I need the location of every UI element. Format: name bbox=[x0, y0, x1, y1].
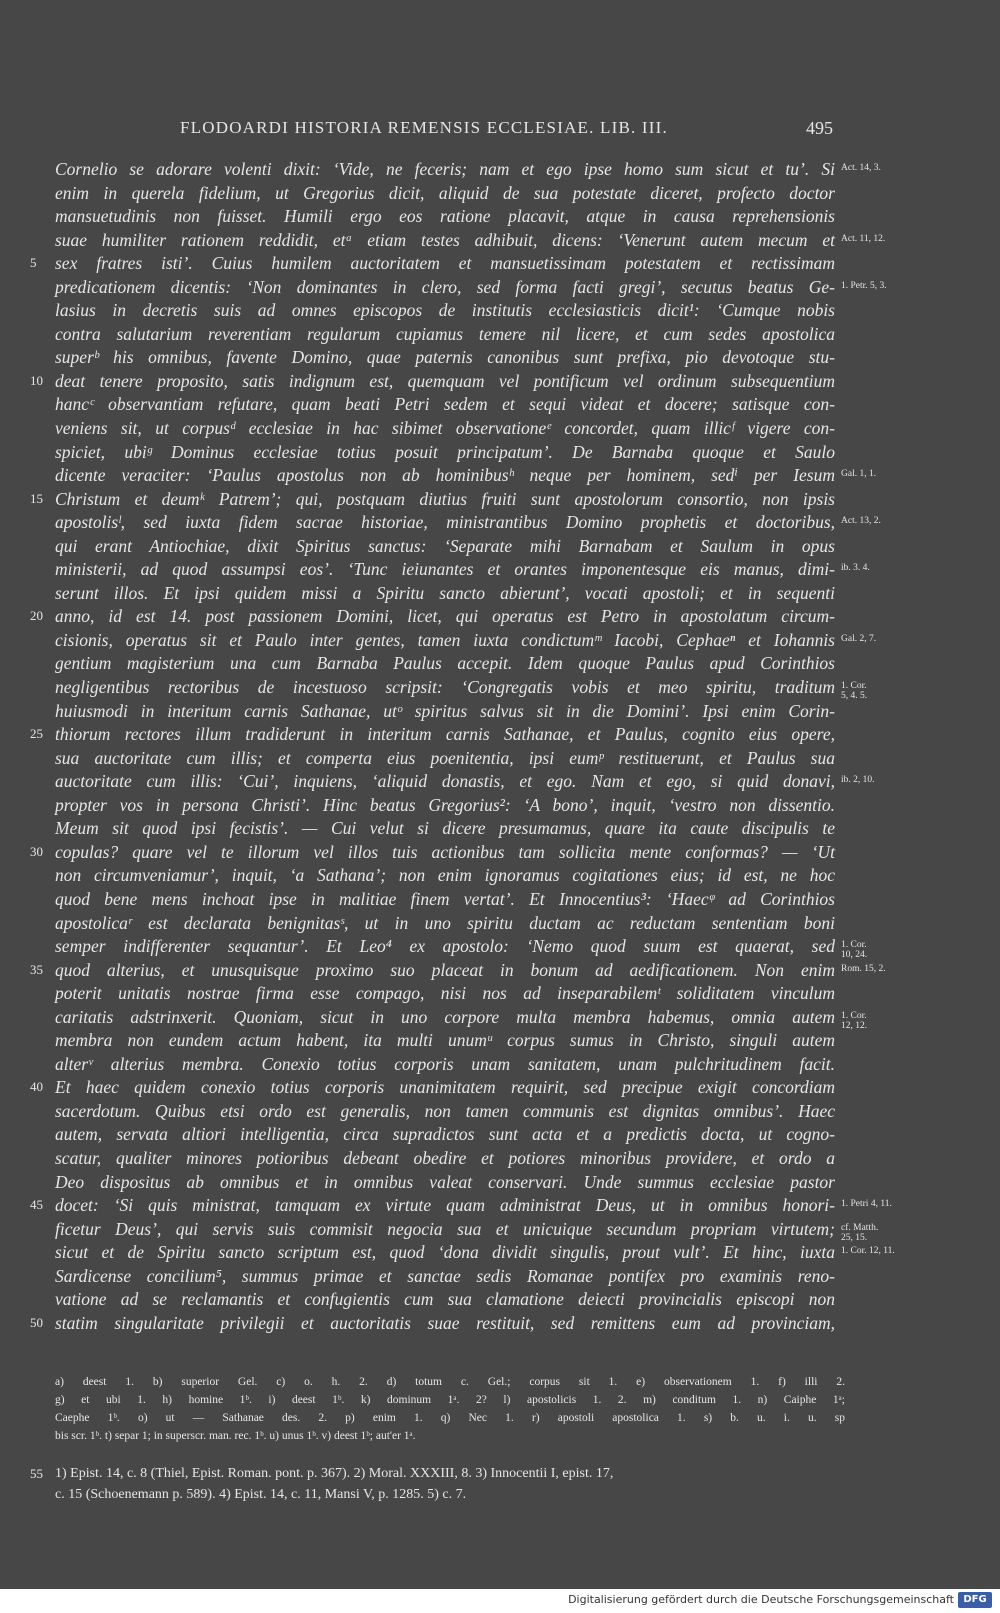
line-text: quod bene mens inchoat ipse in malitiae finem vertat’. Et Innocentius³: ‘Haecᵠ ad Corinthios bbox=[55, 888, 835, 909]
line-text: serunt illos. Et ipsi quidem missi a Spiritu sancto abierunt’, vocati apostoli; et in sequenti bbox=[55, 582, 835, 603]
main-text bbox=[0, 158, 1000, 1335]
line-text: contra salutarium reverentiam regularum cupiamus temere nil licere, et cum sedes apostolica bbox=[55, 323, 835, 344]
text-line bbox=[0, 252, 1000, 276]
text-line bbox=[0, 982, 1000, 1006]
line-text: cisionis, operatus sit et Paulo inter gentes, tamen iuxta condictumᵐ Iacobi, Cephaeⁿ et Iohannis bbox=[55, 629, 835, 650]
text-line bbox=[0, 817, 1000, 841]
apparatus-line: Caephe 1ᵇ. o) ut — Sathanae des. 2. p) enim 1. q) Nec 1. r) apostoli apostolica 1. s) b. u. i. u. sp bbox=[55, 1412, 845, 1424]
text-line bbox=[0, 229, 1000, 253]
text-line bbox=[0, 299, 1000, 323]
line-text: vatione ad se reclamantis et confugientis cum sua clamatione deiecti provincialis episcopi non bbox=[55, 1289, 835, 1310]
page-number: 495 bbox=[806, 118, 833, 138]
text-line bbox=[0, 723, 1000, 747]
line-text: Et haec quidem conexio totius corporis unanimitatem requirit, sed precipue exigit concordiam bbox=[55, 1077, 835, 1098]
source-footnotes bbox=[0, 1463, 1000, 1505]
line-text: sex fratres isti’. Cuius humilem auctoritatem et mansuetissimam potestatem et rectissimam bbox=[55, 253, 835, 274]
line-number: 15 bbox=[30, 490, 43, 506]
line-text: Christum et deumᵏ Patrem’; qui, postquam diutius fruiti sunt apostolorum consortio, non ipsis bbox=[55, 488, 835, 509]
line-number: 45 bbox=[30, 1197, 43, 1213]
text-line bbox=[0, 393, 1000, 417]
text-line bbox=[0, 535, 1000, 559]
text-line bbox=[0, 205, 1000, 229]
text-line bbox=[0, 888, 1000, 912]
line-text: non circumveniamur’, inquit, ‘a Sathana’; non enim ignoramus cogitationes eius; id est, ne hoc bbox=[55, 865, 835, 886]
text-line bbox=[0, 1053, 1000, 1077]
line-text: dicente veraciter: ‘Paulus apostolus non ab hominibusʰ neque per hominem, sedⁱ per Iesum bbox=[55, 465, 835, 486]
text-line bbox=[0, 182, 1000, 206]
line-text: superᵇ his omnibus, favente Domino, quae paternis canonibus sunt prefixa, pio devotoque stu- bbox=[55, 347, 835, 368]
text-line bbox=[0, 1029, 1000, 1053]
line-number: 55 bbox=[30, 1466, 43, 1481]
text-line bbox=[0, 1241, 1000, 1265]
line-text: quod alterius, et unusquisque proximo suo placeat in bonum ad aedificationem. Non enim bbox=[55, 959, 835, 980]
text-line bbox=[0, 441, 1000, 465]
text-line bbox=[0, 841, 1000, 865]
line-text: scatur, qualiter minores potioribus debeant obedire et potiores minoribus providere, et ordo a bbox=[55, 1147, 835, 1168]
line-text: Deo dispositus ab omnibus et in omnibus valeat conservari. Unde summus ecclesiae pastor bbox=[55, 1171, 835, 1192]
line-text: suae humiliter rationem reddidit, etᵃ etiam testes adhibuit, dicens: ‘Venerunt autem mecum et bbox=[55, 229, 835, 250]
running-title: FLODOARDI HISTORIA REMENSIS ECCLESIAE. LIB. III. bbox=[180, 118, 668, 137]
dfg-logo: DFG bbox=[958, 1592, 992, 1608]
text-line bbox=[0, 1006, 1000, 1030]
line-number: 25 bbox=[30, 726, 43, 742]
margin-reference: 1. Cor. 12, 12. bbox=[841, 1010, 868, 1031]
line-text: thiorum rectores illum tradiderunt in interitum carnis Sathanae, et Paulus, cognito eius opere, bbox=[55, 724, 835, 745]
text-line bbox=[0, 464, 1000, 488]
line-number: 20 bbox=[30, 608, 43, 624]
text-line bbox=[0, 747, 1000, 771]
line-text: poterit unitatis nostrae firma esse compago, nisi nos ad inseparabilemᵗ soliditatem vinculum bbox=[55, 983, 835, 1004]
margin-reference: Gal. 2, 7. bbox=[841, 633, 877, 644]
text-line bbox=[0, 912, 1000, 936]
text-line bbox=[0, 1123, 1000, 1147]
text-line bbox=[0, 770, 1000, 794]
line-text: Meum sit quod ipsi fecistis’. — Cui velut si dicere presumamus, quare ita caute discipulis te bbox=[55, 818, 835, 839]
line-text: veniens sit, ut corpusᵈ ecclesiae in hac sibimet observationeᵉ concordet, quam illicᶠ vigere con- bbox=[55, 418, 835, 439]
text-line bbox=[0, 582, 1000, 606]
source-footnote-line bbox=[0, 1484, 1000, 1505]
line-text: ficetur Deus’, qui servis suis commisit negocia sua et unicuique secundum propriam virtutem; bbox=[55, 1218, 835, 1239]
line-text: sua auctoritate cum illis; et comperta eius poenitentia, ipsi eumᵖ restituerunt, et Paulus sua bbox=[55, 747, 835, 768]
text-line bbox=[0, 935, 1000, 959]
source-footnote-text: c. 15 (Schoenemann p. 589). 4) Epist. 14, c. 11, Mansi V, p. 1285. 5) c. 7. bbox=[55, 1487, 467, 1502]
margin-reference: 1. Petr. 5, 3. bbox=[841, 280, 887, 291]
line-text: qui erant Antiochiae, dixit Spiritus sanctus: ‘Separate mihi Barnabam et Saulum in opus bbox=[55, 535, 835, 556]
text-line bbox=[0, 1265, 1000, 1289]
text-line bbox=[0, 605, 1000, 629]
line-text: propter vos in persona Christi’. Hinc beatus Gregorius²: ‘A bono’, inquit, ‘vestro non dissentio. bbox=[55, 794, 835, 815]
margin-reference: 1. Cor. 5, 4. 5. bbox=[841, 681, 868, 702]
margin-reference: Gal. 1, 1. bbox=[841, 469, 877, 480]
text-line bbox=[0, 1171, 1000, 1195]
line-text: autem, servata altiori intelligentia, circa supradictos sunt acta et a predictis docta, ut cogno- bbox=[55, 1124, 835, 1145]
text-line bbox=[0, 1312, 1000, 1336]
line-number: 50 bbox=[30, 1314, 43, 1330]
margin-reference: Act. 13, 2. bbox=[841, 516, 881, 527]
text-line bbox=[0, 794, 1000, 818]
line-text: sacerdotum. Quibus etsi ordo est generalis, non tamen communis est dignitas omnibus’. Haec bbox=[55, 1100, 835, 1121]
text-line bbox=[0, 700, 1000, 724]
margin-reference: 1. Cor. 12, 11. bbox=[841, 1246, 895, 1257]
line-text: Cornelio se adorare volenti dixit: ‘Vide, ne feceris; nam et ego ipse homo sum sicut et tu’. Si bbox=[55, 159, 835, 179]
line-text: auctoritate cum illis: ‘Cui’, inquiens, ‘aliquid donastis, et ego. Nam et ego, si quid donavi, bbox=[55, 771, 835, 792]
line-text: caritatis adstrinxerit. Quoniam, sicut in uno corpore multa membra habemus, omnia autem bbox=[55, 1006, 835, 1027]
text-line bbox=[0, 1218, 1000, 1242]
line-text: apostolisˡ, sed iuxta fidem sacrae historiae, ministrantibus Domino prophetis et doctoribus, bbox=[55, 512, 835, 533]
digitization-footer bbox=[0, 1589, 1000, 1613]
line-text: copulas? quare vel te illorum vel illos tuis actionibus tam sollicita mente conformas? — ‘Ut bbox=[55, 841, 835, 862]
line-text: hancᶜ observantiam refutare, quam beati Petri sedem et sequi videat et docere; satisque con- bbox=[55, 394, 835, 415]
text-line bbox=[0, 1147, 1000, 1171]
line-text: huiusmodi in interitum carnis Sathanae, utᵒ spiritus salvus sit in die Domini’. Ipsi enim Corin- bbox=[55, 700, 835, 721]
margin-reference: 1. Cor. 10, 24. bbox=[841, 940, 868, 961]
margin-reference: 1. Petri 4, 11. bbox=[841, 1199, 892, 1210]
line-text: membra non eundem actum habent, ita multi unumᵘ corpus sumus in Christo, singuli autem bbox=[55, 1030, 835, 1051]
margin-reference: cf. Matth. 25, 15. bbox=[841, 1222, 879, 1243]
line-text: sicut et de Spiritu sancto scriptum est, quod ‘dona dividit singulis, prout vult’. Et hinc, iuxta bbox=[55, 1242, 835, 1263]
line-number: 35 bbox=[30, 961, 43, 977]
text-line bbox=[0, 370, 1000, 394]
text-line bbox=[0, 323, 1000, 347]
apparatus-line: a) deest 1. b) superior Gel. c) o. h. 2. d) totum c. Gel.; corpus sit 1. e) observationem 1. f) illi 2. bbox=[55, 1376, 845, 1388]
text-line bbox=[0, 959, 1000, 983]
apparatus-line: g) et ubi 1. h) homine 1ᵇ. i) deest 1ᵇ. k) dominum 1ᵃ. 2? l) apostolicis 1. 2. m) conditum 1. n) Caiphe 1ᵃ; bbox=[55, 1394, 845, 1406]
text-line bbox=[0, 276, 1000, 300]
line-number: 10 bbox=[30, 372, 43, 388]
line-text: enim in querela fidelium, ut Gregorius dicit, aliquid de sua potestate diceret, profecto doctor bbox=[55, 182, 835, 203]
line-number: 30 bbox=[30, 843, 43, 859]
text-line bbox=[0, 417, 1000, 441]
apparatus-line: bis scr. 1ᵇ. t) separ 1; in superscr. man. rec. 1ᵇ. u) unus 1ᵇ. v) deest 1ᵇ; aut'er 1ᵃ. bbox=[55, 1430, 416, 1442]
text-line bbox=[0, 558, 1000, 582]
line-text: anno, id est 14. post passionem Domini, licet, qui operatus est Petro in apostolatum circum- bbox=[55, 606, 835, 627]
line-text: deat tenere proposito, satis indignum est, quemquam vel pontificum vel ordinum subsequentium bbox=[55, 370, 835, 391]
text-line bbox=[0, 1076, 1000, 1100]
text-line bbox=[0, 1194, 1000, 1218]
text-line bbox=[0, 488, 1000, 512]
margin-reference: Rom. 15, 2. bbox=[841, 963, 886, 974]
page-header bbox=[0, 118, 1000, 146]
text-line bbox=[0, 629, 1000, 653]
line-text: ministerii, ad quod assumpsi eos’. ‘Tunc ieiunantes et orantes imponentesque eis manus, dimi- bbox=[55, 559, 835, 580]
text-line bbox=[0, 652, 1000, 676]
margin-reference: Act. 11, 12. bbox=[841, 233, 886, 244]
text-line bbox=[0, 158, 1000, 182]
text-line bbox=[0, 676, 1000, 700]
line-text: negligentibus rectoribus de incestuoso scripsit: ‘Congregatis vobis et meo spiritu, traditum bbox=[55, 677, 835, 698]
line-number: 40 bbox=[30, 1079, 43, 1095]
line-text: spiciet, ubiᵍ Dominus ecclesiae totius posuit principatum’. De Barnaba quoque et Saulo bbox=[55, 441, 835, 462]
text-line bbox=[0, 1288, 1000, 1312]
line-text: lasius in decretis suis ad omnes episcopos de institutis ecclesiasticis dicit¹: ‘Cumque nobis bbox=[55, 300, 835, 321]
line-text: gentium magisterium una cum Barnaba Paulus accepit. Idem quoque Paulus apud Corinthios bbox=[55, 653, 835, 674]
margin-reference: ib. 2, 10. bbox=[841, 775, 875, 786]
line-text: predicationem dicentis: ‘Non dominantes in clero, sed forma facti gregi’, secutus beatus Ge- bbox=[55, 276, 835, 297]
digitization-credit: Digitalisierung gefördert durch die Deutsche Forschungsgemeinschaft bbox=[568, 1593, 954, 1606]
text-line bbox=[0, 864, 1000, 888]
line-text: alterᵛ alterius membra. Conexio totius corporis unam sanitatem, unam pulchritudinem facit. bbox=[55, 1053, 835, 1074]
source-footnote-line bbox=[0, 1463, 1000, 1484]
text-line bbox=[0, 1100, 1000, 1124]
line-text: docet: ‘Si quis ministrat, tamquam ex virtute quam administrat Deus, ut in omnibus honori- bbox=[55, 1195, 835, 1216]
line-text: mansuetudinis non fuisset. Humili ergo eos ratione placavit, atque in causa reprehensionis bbox=[55, 206, 835, 227]
line-text: statim singularitate privilegii et auctoritatis suae restituit, sed remittens eum ad provinciam, bbox=[55, 1312, 835, 1333]
text-line bbox=[0, 346, 1000, 370]
line-number: 5 bbox=[30, 255, 37, 271]
line-text: Sardicense concilium⁵, summus primae et sanctae sedis Romanae pontifex pro examinis reno- bbox=[55, 1265, 835, 1286]
margin-reference: Act. 14, 3. bbox=[841, 163, 881, 173]
line-text: apostolicaʳ est declarata benignitasˢ, ut in uno spiritu ductam ac reductam sententiam boni bbox=[55, 912, 835, 933]
margin-reference: ib. 3. 4. bbox=[841, 563, 870, 574]
line-text: semper indifferenter sequantur’. Et Leo⁴ ex apostolo: ‘Nemo quod suum est quaerat, sed bbox=[55, 936, 835, 957]
critical-apparatus bbox=[55, 1373, 845, 1445]
text-line bbox=[0, 511, 1000, 535]
source-footnote-text: 1) Epist. 14, c. 8 (Thiel, Epist. Roman. pont. p. 367). 2) Moral. XXXIII, 8. 3) Innocentii I, epist. 17, bbox=[55, 1466, 614, 1481]
